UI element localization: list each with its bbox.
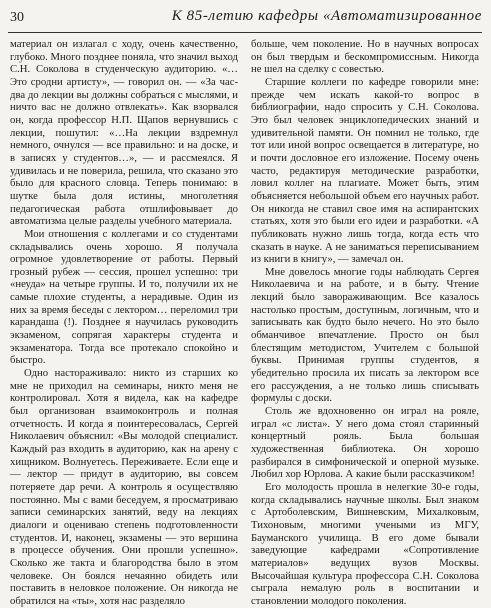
paragraph: Мои отношения с коллегами и со студентами складывались очень хорошо. Я получала огромное удовлетворение от работы. Первый грозный рубеж — сессия, прошел успешно: три «неуда» на четыре группы. И то, получили их не самые плохие студенты, а нерадивые. Один из них за время беседы с лектором… переломил три карандаша (!). Позднее я научилась руководить экзаменом, сопрягая характеры студента и экзаменатора. Тогда все протекало спокойно и быстро. [10,227,238,367]
running-head: К 85-летию кафедры «Автоматизированное [171,8,482,24]
paragraph: материал он излагал с ходу, очень качественно, глубоко. Много позднее поняла, что значил выход С.Н. Соколова в студенческую аудиторию. «…Это сродни артисту», — говорил он. — «За час-два до лекции вы должны собраться с мыслями, и ничто вас не должно отвлекать». Как взорвался он, когда профессор Н.П. Щапов вернувшись с лекции, пошутил: «…На лекции вздремнул немного, очнулся — все правильно: и на доске, и в записях у студентов…», — и рассмеялся. Я удивилась и не поверила, решила, что сказано это было для красного словца. Теперь понимаю: в шутке была доля истины, многолетняя педагогическая работа отшлифовывает до автоматизма целые разделы учебного материала. [10,38,238,228]
paragraph: Мне довелось многие годы наблюдать Сергея Николаевича и на работе, и в быту. Чтение лекций было завораживающим. Все казалось настолько простым, доступным, логичным, что и записывать как будто было нечего. Но это было обманчивое впечатление. Просто он был блестящим методистом, Учителем с большой буквы. Принимая группы студентов, я убедительно просила их писать за лектором все его рассуждения, а не только лишь списывать формулы с доски. [251,265,479,405]
left-column [10,38,238,607]
paragraph: Столь же вдохновенно он играл на рояле, играл «с листа». У него дома стоял старинный концертный рояль. Была большая художественная библиотека. Он хорошо разбирался в симфонической и оперной музыке. Любил хор Юрлова. А какие были рассказчиком! [251,405,479,481]
right-column [251,38,479,607]
page-header [8,6,482,33]
paragraph: Его молодость прошла в нелегкие 30-е годы, когда складывались научные школы. Был знаком с Артоболевским, Вишневским, Михалковым, Тихоновым, многими учеными из МГУ, Бауманского училища. В его доме бывали заведующие кафедрами «Сопротивление материалов» ведущих вузов Москвы. Высочайшая культура профессора С.Н. Соколова сыграла немалую роль в воспитании и становлении молодого поколения. [251,480,479,607]
page-number: 30 [10,10,24,25]
paragraph: Старшие коллеги по кафедре говорили мне: прежде чем искать какой-то вопрос в библиографии, надо спросить у С.Н. Соколова. Это был человек энциклопедических знаний и удивительной памяти. Он помнил не только, где тот или иной вопрос освещается в литературе, но и почти дословное его изложение. Посему очень часто, редактируя методические разработки, ловил коллег на плагиате. Может быть, этим объясняется небольшой объем его научных работ. Он никогда не ставил свое имя на аспирантских статьях, хотя это были его идеи и разработки. «А публиковать нужно лишь тогда, когда есть что сказать в науке. А не заниматься переписыванием из книги в книгу», — замечал он. [251,75,479,266]
paragraph: Одно настораживало: никто из старших ко мне не приходил на семинары, никто меня не контролировал. Хотя я видела, как на кафедре был организован взаимоконтроль и полная отчетность. И когда я поинтересовалась, Сергей Николаевич объяснил: «Вы молодой специалист. Каждый раз входить в аудиторию, как на арену с хищником. Волнуетесь. Переживаете. Если еще и — лектор — придут в аудиторию, вы совсем потеряете дар речи. А контроль я осуществляю постоянно. Мы с вами беседуем, я просматриваю записи семинарских занятий, веду на лекциях диалоги и оцениваю степень подготовленности студентов. И, наконец, экзамены — это вершина в процессе обучения. Они прошли успешно». Сколько же такта и благородства было в этом человеке. Он боялся нечаянно обидеть или поставить в неловкое положение. Он никогда не обратился на «ты», хотя нас разделяло [10,367,238,607]
paragraph: больше, чем поколение. Но в научных вопросах он был твердым и бескомпромиссным. Никогда не шел на сделку с совестью. [251,38,479,76]
